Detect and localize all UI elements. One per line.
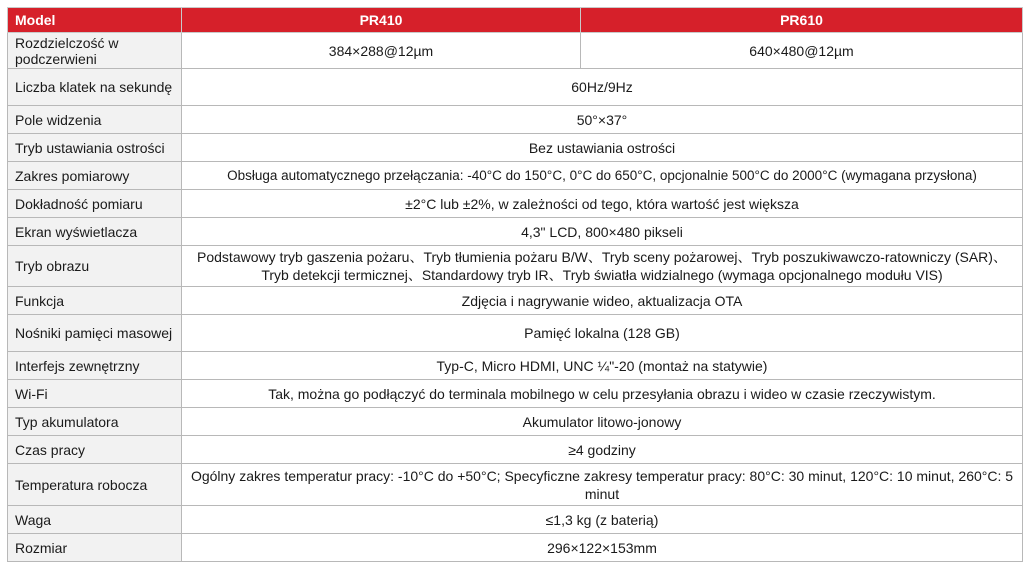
row-value: Bez ustawiania ostrości <box>182 134 1023 162</box>
row-label: Funkcja <box>8 287 182 315</box>
row-value: 296×122×153mm <box>182 534 1023 562</box>
table-row <box>8 534 1023 562</box>
header-pr610: PR610 <box>581 8 1023 33</box>
row-value-pr610: 640×480@12µm <box>581 33 1023 69</box>
table-row <box>8 464 1023 506</box>
row-label: Nośniki pamięci masowej <box>8 315 182 352</box>
row-value-pr410: 384×288@12µm <box>182 33 581 69</box>
table-row <box>8 287 1023 315</box>
row-value: Obsługa automatycznego przełączania: -40°C do 150°C, 0°C do 650°C, opcjonalnie 500°C do 2000°C (wymagana przysłona) <box>182 162 1023 190</box>
table-row <box>8 69 1023 106</box>
row-value: Tak, można go podłączyć do terminala mobilnego w celu przesyłania obrazu i wideo w czasie rzeczywistym. <box>182 380 1023 408</box>
row-label: Wi-Fi <box>8 380 182 408</box>
table-row <box>8 218 1023 246</box>
row-label: Tryb ustawiania ostrości <box>8 134 182 162</box>
row-value: 4,3" LCD, 800×480 pikseli <box>182 218 1023 246</box>
row-label: Pole widzenia <box>8 106 182 134</box>
table-row <box>8 106 1023 134</box>
row-label: Zakres pomiarowy <box>8 162 182 190</box>
table-row <box>8 162 1023 190</box>
row-value: Zdjęcia i nagrywanie wideo, aktualizacja OTA <box>182 287 1023 315</box>
row-label: Waga <box>8 506 182 534</box>
row-label: Tryb obrazu <box>8 246 182 287</box>
header-pr410: PR410 <box>182 8 581 33</box>
table-row <box>8 190 1023 218</box>
row-label: Rozmiar <box>8 534 182 562</box>
row-value: ±2°C lub ±2%, w zależności od tego, która wartość jest większa <box>182 190 1023 218</box>
row-value: 50°×37° <box>182 106 1023 134</box>
row-label: Typ akumulatora <box>8 408 182 436</box>
table-row <box>8 506 1023 534</box>
row-value: Typ-C, Micro HDMI, UNC ¼"-20 (montaż na statywie) <box>182 352 1023 380</box>
row-value: Akumulator litowo-jonowy <box>182 408 1023 436</box>
row-label: Liczba klatek na sekundę <box>8 69 182 106</box>
table-row <box>8 436 1023 464</box>
table-row <box>8 246 1023 287</box>
header-model: Model <box>8 8 182 33</box>
header-row <box>8 8 1023 33</box>
table-row <box>8 134 1023 162</box>
table-row <box>8 33 1023 69</box>
table-row <box>8 352 1023 380</box>
row-label: Ekran wyświetlacza <box>8 218 182 246</box>
row-value: ≤1,3 kg (z baterią) <box>182 506 1023 534</box>
table-row <box>8 380 1023 408</box>
spec-table <box>7 7 1023 562</box>
table-row <box>8 408 1023 436</box>
row-value: 60Hz/9Hz <box>182 69 1023 106</box>
row-label: Temperatura robocza <box>8 464 182 506</box>
row-value: ≥4 godziny <box>182 436 1023 464</box>
row-value: Pamięć lokalna (128 GB) <box>182 315 1023 352</box>
row-label: Dokładność pomiaru <box>8 190 182 218</box>
table-row <box>8 315 1023 352</box>
row-value: Ogólny zakres temperatur pracy: -10°C do +50°C; Specyficzne zakresy temperatur pracy: 80°C: 30 minut, 120°C: 10 minut, 260°C: 5 minut <box>182 464 1023 506</box>
row-label: Czas pracy <box>8 436 182 464</box>
row-label: Rozdzielczość w podczerwieni <box>8 33 182 69</box>
row-value: Podstawowy tryb gaszenia pożaru、Tryb tłumienia pożaru B/W、Tryb sceny pożarowej、Tryb poszukiwawczo-ratowniczy (SAR)、Tryb detekcji termicznej、Standardowy tryb IR、Tryb światła widzialnego (wymaga opcjonalnego modułu VIS) <box>182 246 1023 287</box>
row-label: Interfejs zewnętrzny <box>8 352 182 380</box>
